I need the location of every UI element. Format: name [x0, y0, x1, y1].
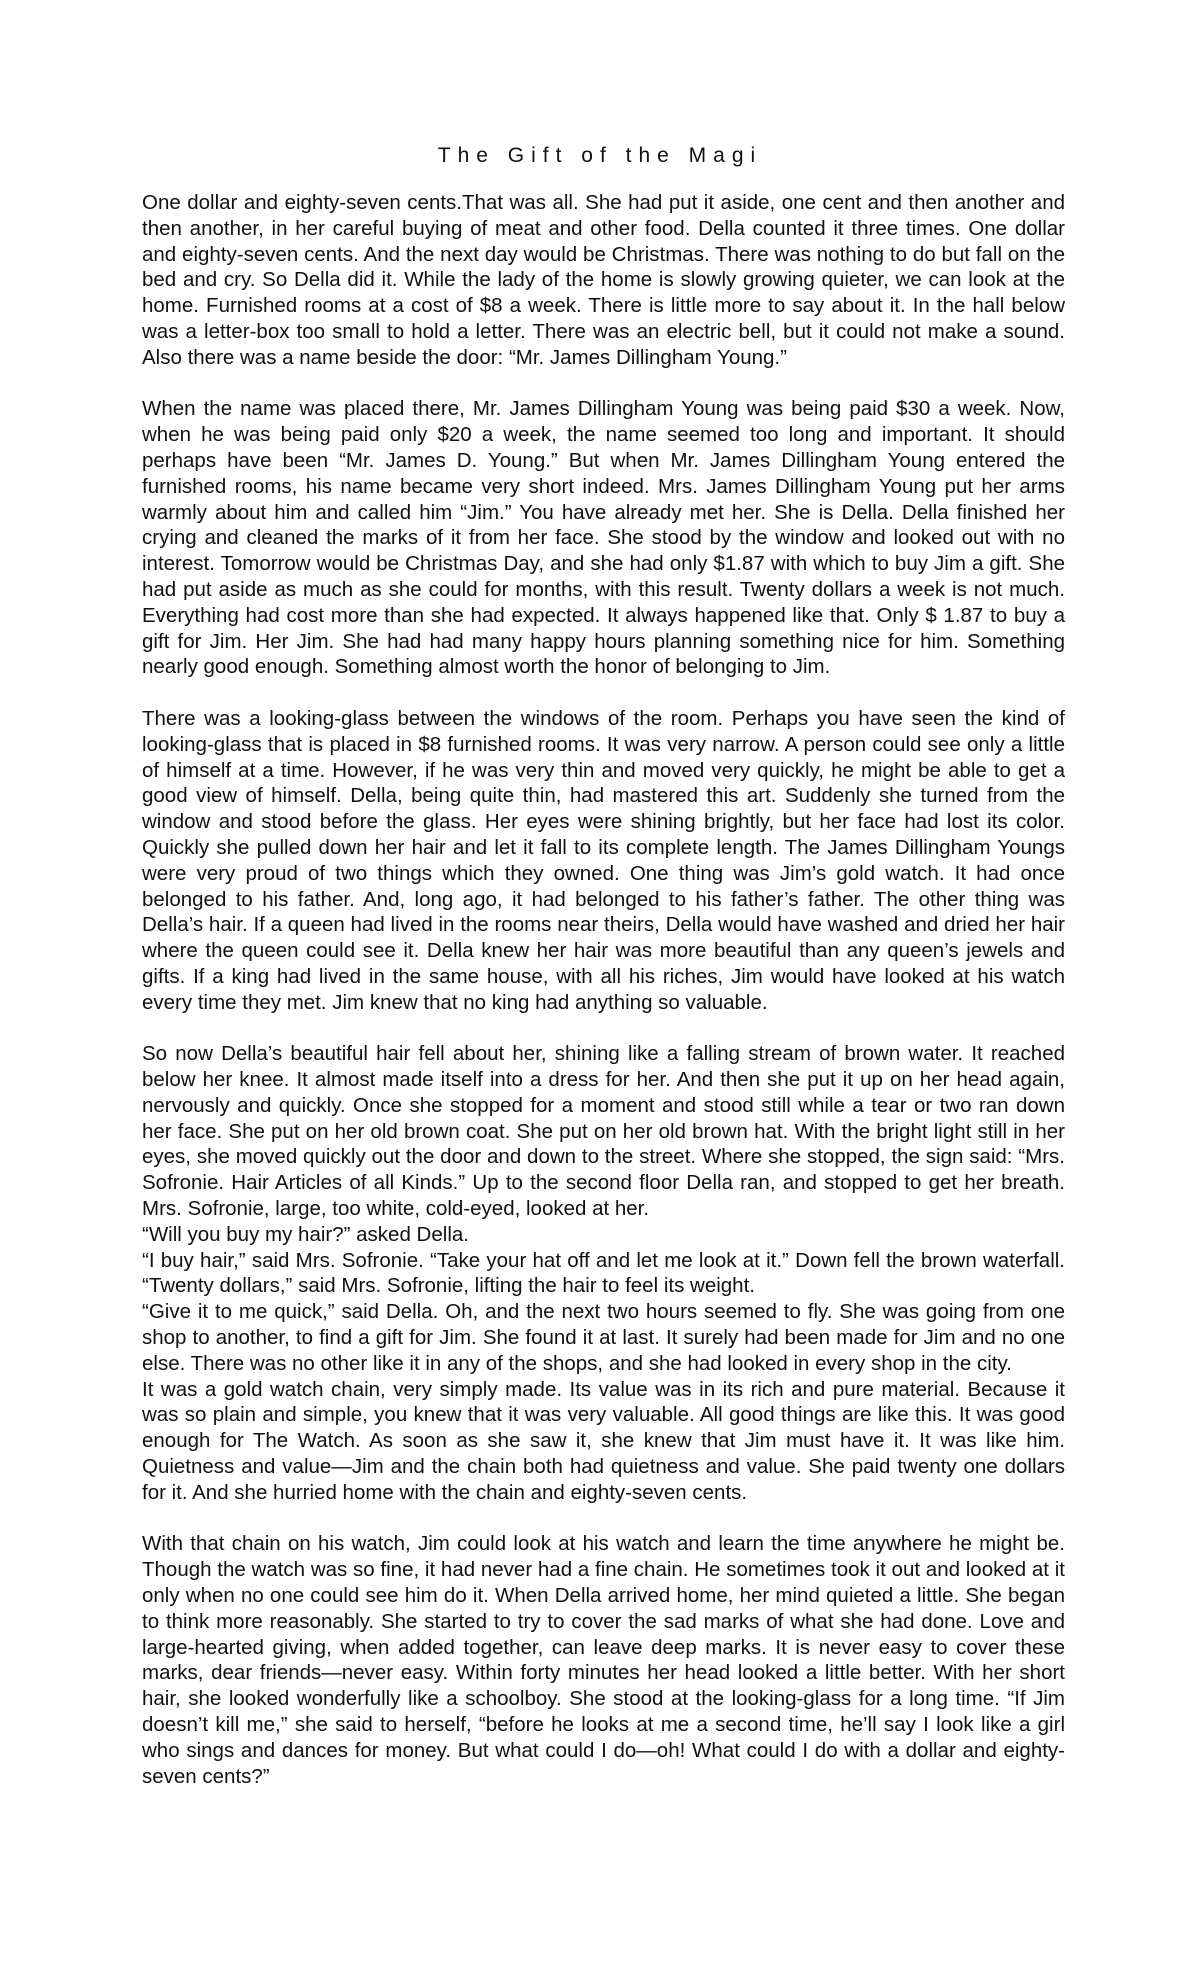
story-title: The Gift of the Magi [437, 144, 763, 167]
paragraph-1: One dollar and eighty-seven cents.That was all. She had put it aside, one cent and then another and then another, in her careful buying of meat and other food. Della counted it three times. One dollar and eighty-seven cents. And the next day would be Christmas. There was nothing to do but fall on the bed and cry. So Della did it. While the lady of the home is slowly growing quieter, we can look at the home. Furnished rooms at a cost of $8 a week. There is little more to say about it. In the hall below was a letter-box too small to hold a letter. There was an electric bell, but it could not make a sound. Also there was a name beside the door: “Mr. James Dillingham Young.” [142, 191, 1065, 369]
story-body [142, 190, 1065, 1789]
paragraph-5: With that chain on his watch, Jim could look at his watch and learn the time anywhere he might be. Though the watch was so fine, it had never had a fine chain. He sometimes took it out and looked at it only when no one could see him do it. When Della arrived home, her mind quieted a little. She began to think more reasonably. She started to try to cover the sad marks of what she had done. Love and large-hearted giving, when added together, can leave deep marks. It is never easy to cover these marks, dear friends—never easy. Within forty minutes her head looked a little better. With her short hair, she looked wonderfully like a schoolboy. She stood at the looking-glass for a long time. “If Jim doesn’t kill me,” she said to herself, “before he looks at me a second time, he’ll say I look like a girl who sings and dances for money. But what could I do—oh! What could I do with a dollar and eighty-seven cents?” [142, 1532, 1065, 1788]
paragraph-4: So now Della’s beautiful hair fell about her, shining like a falling stream of brown water. It reached below her knee. It almost made itself into a dress for her. And then she put it up on her head again, nervously and quickly. Once she stopped for a moment and stood still while a tear or two ran down her face. She put on her old brown coat. She put on her old brown hat. With the bright light still in her eyes, she moved quickly out the door and down to the street. Where she stopped, the sign said: “Mrs. Sofronie. Hair Articles of all Kinds.” Up to the second floor Della ran, and stopped to get her breath. Mrs. Sofronie, large, too white, cold-eyed, looked at her. “Will you buy my hair?” asked Della. “I buy hair,” said Mrs. Sofronie. “Take your hat off and let me look at it.” Down fell the brown waterfall. “Twenty dollars,” said Mrs. Sofronie, lifting the hair to feel its weight. “Give it to me quick,” said Della. Oh, and the next two hours seemed to fly. She was going from one shop to another, to find a gift for Jim. She found it at last. It surely had been made for Jim and no one else. There was no other like it in any of the shops, and she had looked in every shop in the city. It was a gold watch chain, very simply made. Its value was in its rich and pure material. Because it was so plain and simple, you knew that it was very valuable. All good things are like this. It was good enough for The Watch. As soon as she saw it, she knew that Jim must have it. It was like him. Quietness and value—Jim and the chain both had quietness and value. She paid twenty one dollars for it. And she hurried home with the chain and eighty-seven cents. [142, 1042, 1065, 1504]
paragraph-2: When the name was placed there, Mr. James Dillingham Young was being paid $30 a week. Now, when he was being paid only $20 a week, the name seemed too long and important. It should perhaps have been “Mr. James D. Young.” But when Mr. James Dillingham Young entered the furnished rooms, his name became very short indeed. Mrs. James Dillingham Young put her arms warmly about him and called him “Jim.” You have already met her. She is Della. Della finished her crying and cleaned the marks of it from her face. She stood by the window and looked out with no interest. Tomorrow would be Christmas Day, and she had only $1.87 with which to buy Jim a gift. She had put aside as much as she could for months, with this result. Twenty dollars a week is not much. Everything had cost more than she had expected. It always happened like that. Only $ 1.87 to buy a gift for Jim. Her Jim. She had had many happy hours planning something nice for him. Something nearly good enough. Something almost worth the honor of belonging to Jim. [142, 397, 1065, 679]
paragraph-3: There was a looking-glass between the windows of the room. Perhaps you have seen the kind of looking-glass that is placed in $8 furnished rooms. It was very narrow. A person could see only a little of himself at a time. However, if he was very thin and moved very quickly, he might be able to get a good view of himself. Della, being quite thin, had mastered this art. Suddenly she turned from the window and stood before the glass. Her eyes were shining brightly, but her face had lost its color. Quickly she pulled down her hair and let it fall to its complete length. The James Dillingham Youngs were very proud of two things which they owned. One thing was Jim’s gold watch. It had once belonged to his father. And, long ago, it had belonged to his father’s father. The other thing was Della’s hair. If a queen had lived in the rooms near theirs, Della would have washed and dried her hair where the queen could see it. Della knew her hair was more beautiful than any queen’s jewels and gifts. If a king had lived in the same house, with all his riches, Jim would have looked at his watch every time they met. Jim knew that no king had anything so valuable. [142, 706, 1065, 1014]
